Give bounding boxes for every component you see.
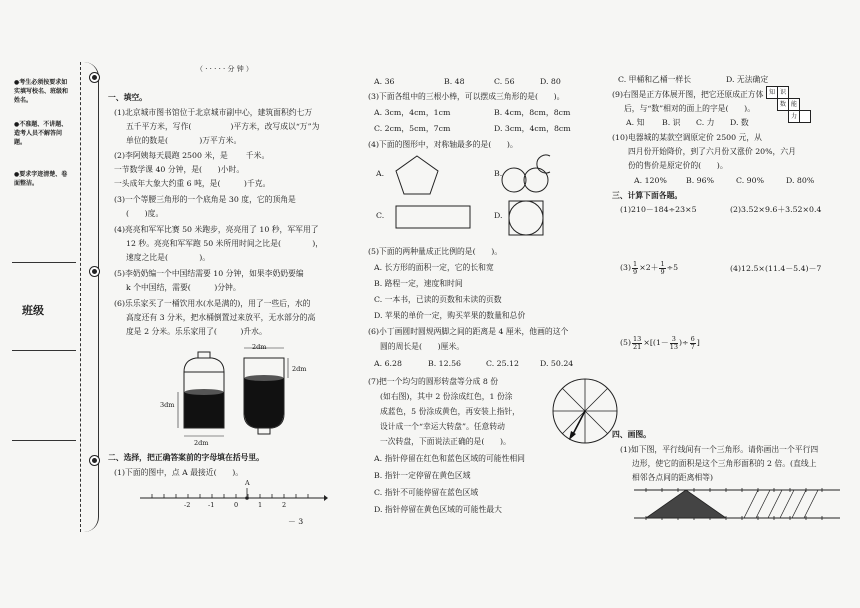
dim-bottom-2dm: 2dm <box>194 439 209 447</box>
hatch-lines <box>744 490 818 518</box>
calc-5-mid-2: )÷ <box>678 338 689 347</box>
q5-line-a: (5)李奶奶编一个中国结需要 10 分钟，如果李奶奶要编 <box>114 269 304 278</box>
q1-line-b: 五千平方米，写作( )平方米，改写成以“万”为 <box>126 122 320 131</box>
binding-margin <box>0 0 100 608</box>
q2-line-a: (2)李阿姨每天晨跑 2500 米，是 千米。 <box>114 151 270 160</box>
q2-line-c: 一头成年大象大约重 6 吨，是( )千克。 <box>114 179 271 188</box>
q7-option-d: D. 指针停留在黄色区域的可能性最大 <box>374 505 502 514</box>
section-4-heading: 四、画图。 <box>612 430 651 439</box>
q6-option-b: B. 12.56 <box>428 359 462 368</box>
dim-side-2dm: 2dm <box>292 365 307 373</box>
net-cell-shu: 数 <box>777 98 789 111</box>
q10-option-a: A. 120% <box>634 176 667 185</box>
tick-label-1: 1 <box>258 501 263 509</box>
q6-option-a: A. 6.28 <box>374 359 402 368</box>
shape-label-a: A. <box>376 169 385 178</box>
q5-option-a: A. 长方形的面积一定，它的长和宽 <box>374 263 494 272</box>
q4-line-c: 速度之比是( )。 <box>126 253 211 262</box>
q6-option-d: D. 50.24 <box>540 359 574 368</box>
section-2-heading: 二、选择，把正确答案前的字母填在括号里。 <box>108 453 264 462</box>
three-circles-shape <box>500 150 560 200</box>
draw-q1-line-c: 相邻各点间的距离相等) <box>632 473 714 482</box>
instruction-note-1: ●考生必须按要求如实填写校名、班级和姓名。 <box>14 79 69 104</box>
c2-q7-line-b: (如右图)，其中 2 份涂成红色，1 份涂 <box>380 392 513 401</box>
q3-option-b: B. 4cm，8cm，8cm <box>494 108 571 117</box>
number-line <box>138 484 328 514</box>
calc-3-prefix: (3) <box>620 263 632 272</box>
c2-q7-line-e: 一次转盘，下面说法正确的是( )。 <box>380 437 511 446</box>
c3-q9-line-a: (9)右图是正方体展开图，把它还原成正方体 <box>612 90 764 99</box>
calc-5-fraction-3: $\frac{6}{7}$ <box>690 334 695 351</box>
c2-q3: (3)下面各组中的三根小棒，可以摆成三角形的是( )。 <box>368 92 565 101</box>
c2-q6-line-b: 圆的周长是( )厘米。 <box>380 342 465 351</box>
q3-line-b: ( )度。 <box>126 209 164 218</box>
q2-line-b: 一节数学课 40 分钟，是( )小时。 <box>114 165 245 174</box>
q3-option-d: D. 3cm，4cm，8cm <box>494 124 571 133</box>
q7-option-b: B. 指针一定停留在黄色区域 <box>374 471 471 480</box>
water-bucket-figure <box>166 342 316 442</box>
net-cell-neng: 能 <box>788 98 800 111</box>
calc-3-fraction-1: $\frac{1}{9}$ <box>633 259 638 276</box>
rectangle-shape <box>394 202 474 232</box>
dim-3dm: 3dm <box>160 401 175 409</box>
net-cell-shi: 识 <box>777 86 789 99</box>
q9-option-a: A. 知 <box>626 118 645 127</box>
q10-option-d: D. 80% <box>786 176 815 185</box>
q9-option-c: C. 力 <box>696 118 715 127</box>
q6-line-c: 度是 2 分米。乐乐家用了( )升水。 <box>126 327 267 336</box>
c3-q10-line-a: (10)电器城的某款空调原定价 2500 元，从 <box>612 133 762 142</box>
s2-q1: (1)下面的图中，点 A 最接近( )。 <box>114 468 244 477</box>
q5-line-b: k 个中国结，需要( )分钟。 <box>126 283 241 292</box>
tick-label-neg1: -1 <box>208 501 215 509</box>
q5-option-c: C. 一本书，已读的页数和未读的页数 <box>374 295 502 304</box>
c2-q4: (4)下面的图形中，对称轴最多的是( )。 <box>368 140 518 149</box>
q4-line-b: 12 秒。亮亮和军军跑 50 米所用时间之比是( )， <box>126 239 324 248</box>
binding-hole-middle <box>89 266 100 277</box>
q7-option-c: C. 指针不可能停留在蓝色区域 <box>374 488 479 497</box>
dim-top-2dm: 2dm <box>252 343 267 351</box>
spinner-wheel <box>550 376 620 446</box>
q4-line-a: (4)亮亮和军军比赛 50 米跑步，亮亮用了 10 秒，军军用了 <box>114 225 319 234</box>
q2-option-c: C. 56 <box>494 77 515 86</box>
binding-hole-bottom <box>89 455 100 466</box>
class-underline <box>12 350 76 351</box>
q3-option-a: A. 3cm，4cm，1cm <box>374 108 451 117</box>
sidebar-line-1 <box>12 262 76 263</box>
pentagon-shape <box>394 154 440 196</box>
q10-option-b: B. 96% <box>686 176 715 185</box>
calc-1: (1)210－184÷23×5 <box>620 205 697 214</box>
c2-q7-line-d: 设计成一个“幸运大转盘”。任意转动 <box>380 422 505 431</box>
section-3-heading: 三、计算下面各题。 <box>612 191 683 200</box>
q10-option-c: C. 90% <box>736 176 764 185</box>
header-partial: （ · · · · · 分 钟 ） <box>196 65 253 73</box>
q5-option-b: B. 路程一定，速度和时间 <box>374 279 463 288</box>
calc-3-mid: ×2＋ <box>639 263 659 272</box>
calc-5-prefix: (5) <box>620 338 632 347</box>
shape-label-c: C. <box>376 211 385 220</box>
calc-5-fraction-2: $\frac{3}{13}$ <box>669 334 678 351</box>
q6-line-b: 高度还有 3 分米，把水桶倒置过来放平，无水部分的高 <box>126 313 316 322</box>
net-cell-blank-1 <box>799 110 811 123</box>
q6-option-c: C. 25.12 <box>486 359 519 368</box>
q6-line-a: (6)乐乐家买了一桶饮用水(水是满的)，用了一些后，水的 <box>114 299 311 308</box>
section-1-heading: 一、填空。 <box>108 93 147 102</box>
net-cell-li: 力 <box>788 110 800 123</box>
cube-net <box>766 86 846 138</box>
q1-line-a: (1)北京城市图书馆位于北京城市副中心，建筑面积约七万 <box>114 108 313 117</box>
shape-label-b: B. <box>494 169 503 178</box>
q1-line-c: 单位的数是( )万平方米。 <box>126 136 242 145</box>
q5-option-d: D. 苹果的单价一定，购买苹果的数量和总价 <box>374 311 526 320</box>
calc-2: (2)3.52×9.6＋3.52×0.4 <box>730 205 822 214</box>
draw-q1-line-a: (1)如下图，平行线间有一个三角形。请你画出一个平行四 <box>620 445 819 454</box>
calc-5-mid-1: ×[(1－ <box>643 338 669 347</box>
calc-3 <box>620 260 678 276</box>
net-cell-zhi: 知 <box>766 86 778 99</box>
calc-5 <box>620 334 700 352</box>
q7-option-a: A. 指针停留在红色和蓝色区域的可能性相同 <box>374 454 525 463</box>
q2-option-d: D. 80 <box>540 77 561 86</box>
c2-q7-line-a: (7)把一个均匀的圆形转盘等分成 8 份 <box>368 377 499 386</box>
point-a-label: A <box>245 479 250 487</box>
c2-q7-line-c: 成蓝色，5 份涂成黄色，再安装上指针， <box>380 407 520 416</box>
c3-q9-line-b: 后，与“数”相对的面上的字是( )。 <box>624 104 756 113</box>
dashed-fold-line <box>80 62 81 532</box>
c2-q5: (5)下面的两种量成正比例的是( )。 <box>368 247 503 256</box>
instruction-note-2: ●不准题、不讲题、造考人员不解答问题。 <box>14 121 68 146</box>
bucket-inverted <box>244 358 284 434</box>
class-label: 班级 <box>22 304 44 317</box>
square-circle-shape <box>506 198 546 238</box>
calc-5-fraction-1: $\frac{13}{21}$ <box>633 334 642 351</box>
calc-3-fraction-2: $\frac{1}{9}$ <box>660 259 665 276</box>
bucket-upright <box>184 352 224 428</box>
parallel-lines-triangle-figure <box>632 484 842 524</box>
calc-4: (4)12.5×(11.4－5.4)－7 <box>730 264 822 273</box>
tick-label-0: 0 <box>234 501 239 509</box>
page-number: － 3 <box>288 517 304 526</box>
sidebar-line-3 <box>12 440 76 441</box>
q8-option-d: D. 无法确定 <box>726 75 769 84</box>
draw-q1-line-b: 边形，使它的面积是这个三角形面积的 2 倍。(直线上 <box>632 459 817 468</box>
c2-q6-line-a: (6)小丁画圆时圆规两脚之间的距离是 4 厘米，他画的这个 <box>368 327 569 336</box>
q9-option-d: D. 数 <box>730 118 749 127</box>
calc-5-end: ] <box>696 338 700 347</box>
q2-option-a: A. 36 <box>374 77 395 86</box>
q8-option-c: C. 甲桶和乙桶一样长 <box>618 75 692 84</box>
shape-label-d: D. <box>494 211 503 220</box>
tick-label-neg2: -2 <box>184 501 191 509</box>
given-triangle <box>646 490 726 518</box>
binding-hole-top <box>89 72 100 83</box>
q3-option-c: C. 2cm，5cm，7cm <box>374 124 451 133</box>
c3-q10-line-b: 四月份开始降价，到了六月份又涨价 20%，六月 <box>628 147 796 156</box>
q3-line-a: (3)一个等腰三角形的一个底角是 30 度，它的顶角是 <box>114 195 296 204</box>
q2-option-b: B. 48 <box>444 77 465 86</box>
tick-label-2: 2 <box>282 501 287 509</box>
q9-option-b: B. 识 <box>662 118 681 127</box>
c3-q10-line-c: 份的售价是原定价的( )。 <box>628 161 728 170</box>
instruction-note-3: ●要求字迹清楚、卷面整洁。 <box>14 171 68 187</box>
calc-3-end: ÷5 <box>666 263 679 272</box>
